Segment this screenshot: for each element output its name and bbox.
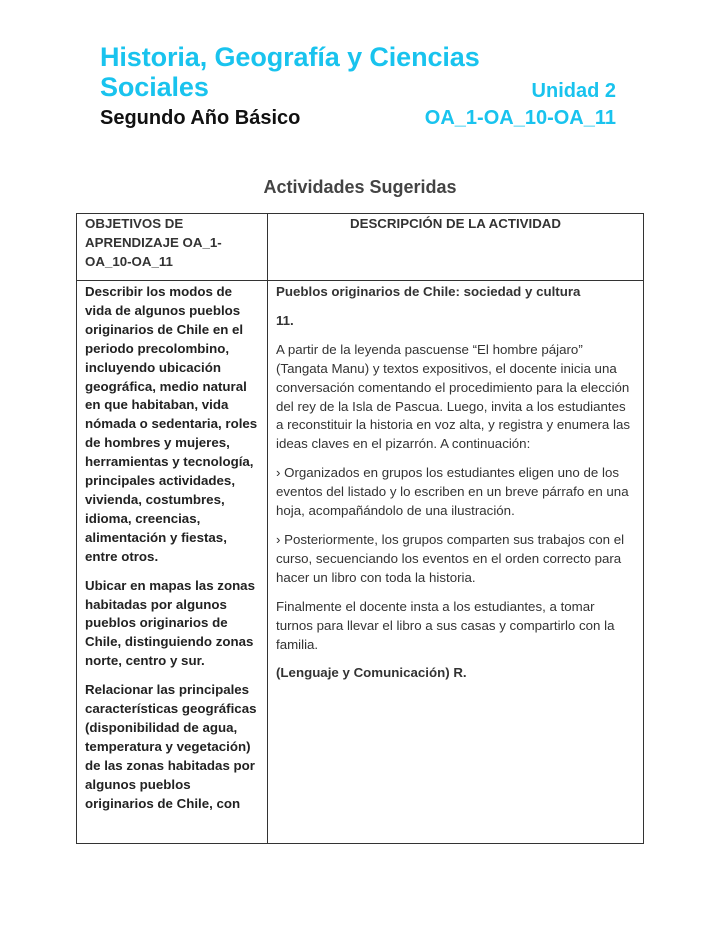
description-cell xyxy=(268,281,644,844)
activity-intro: A partir de la leyenda pascuense “El hombre pájaro” (Tangata Manu) y textos expositivos, el docente inicia una conversación comentando el procedimiento para la elección del rey de la Isla de Pascua. Luego, invita a los estudiantes a reconstituir la historia en voz alta, y registra y enumera las ideas claves en el pizarrón. A continuación: xyxy=(276,341,631,452)
objectives-cell xyxy=(77,281,268,844)
section-title: Actividades Sugeridas xyxy=(263,177,457,197)
description-header: DESCRIPCIÓN DE LA ACTIVIDAD xyxy=(268,214,644,281)
objective-item: Ubicar en mapas las zonas habitadas por algunos pueblos originarios de Chile, distinguiendo zonas norte, centro y sur. xyxy=(85,577,255,669)
table-row xyxy=(77,281,644,844)
objectives-header: OBJETIVOS DE APRENDIZAJE OA_1-OA_10-OA_11 xyxy=(77,214,268,281)
subject-title-line2: Sociales xyxy=(100,72,209,102)
subject-title-line1: Historia, Geografía y Ciencias xyxy=(100,42,480,72)
activity-step: › Organizados en grupos los estudiantes eligen uno de los eventos del listado y lo escriben en un breve párrafo en una hoja, acompañándolo de una ilustración. xyxy=(276,465,629,519)
activity-title: Pueblos originarios de Chile: sociedad y cultura xyxy=(276,284,581,299)
objective-item: Relacionar las principales características geográficas (disponibilidad de agua, temperatura y vegetación) de las zonas habitadas por algunos pueblos originarios de Chile, con xyxy=(85,682,257,811)
activity-closing: Finalmente el docente insta a los estudiantes, a tomar turnos para llevar el libro a sus casas y compartirlo con la familia. xyxy=(276,598,615,652)
activity-step: › Posteriormente, los grupos comparten sus trabajos con el curso, secuenciando los eventos en el orden correcto para hacer un libro con toda la historia. xyxy=(276,531,625,585)
unit-label: Unidad 2 xyxy=(531,80,616,102)
activity-number: 11. xyxy=(276,312,294,328)
activities-table xyxy=(76,213,644,844)
subject-integration: (Lenguaje y Comunicación) R. xyxy=(276,665,467,681)
table-header-row xyxy=(77,214,644,281)
grade-label: Segundo Año Básico xyxy=(100,107,301,129)
subject-title xyxy=(100,42,480,102)
objectives-code: OA_1-OA_10-OA_11 xyxy=(424,107,616,129)
objective-item: Describir los modos de vida de algunos pueblos originarios de Chile en el periodo precolombino, incluyendo ubicación geográfica, medio natural en que habitaban, vida nómada o sedentaria, roles de hombres y mujeres, herramientas y tecnología, principales actividades, vivienda, costumbres, idioma, creencias, alimentación y fiestas, entre otros. xyxy=(85,284,258,564)
